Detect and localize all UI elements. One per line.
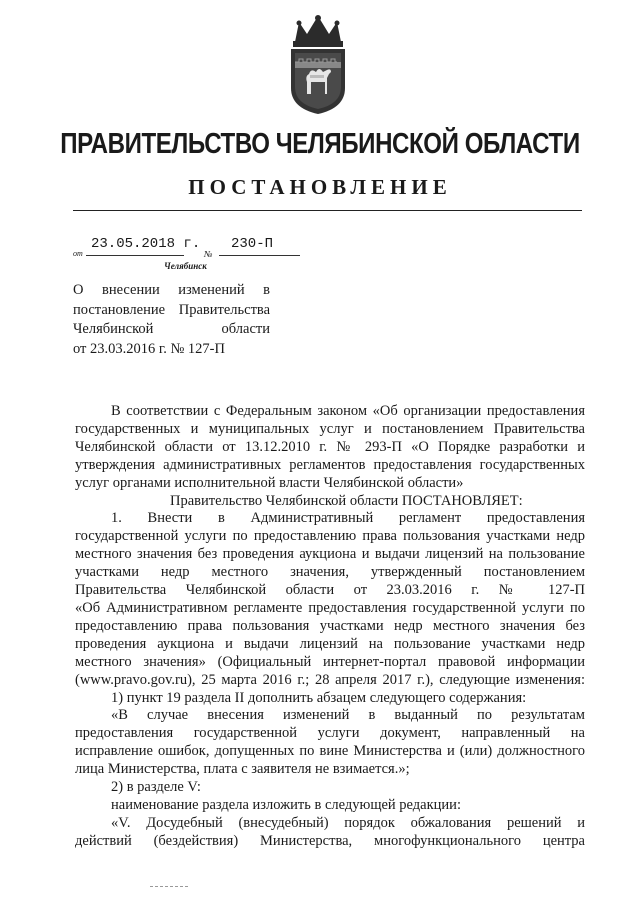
body-line: предоставления государственной услуги документ, направленный на bbox=[75, 725, 585, 742]
body-line: государственных и муниципальных услуг и постановлением Правительства bbox=[75, 420, 585, 437]
document-number: 230-П bbox=[231, 236, 274, 252]
body-line: действий (бездействия) Министерства, многофункционального центра bbox=[75, 832, 585, 849]
coat-of-arms-icon bbox=[285, 12, 351, 116]
body-line: «В случае внесения изменений в выданный по результатам bbox=[111, 707, 585, 724]
government-title: ПРАВИТЕЛЬСТВО ЧЕЛЯБИНСКОЙ ОБЛАСТИ bbox=[60, 128, 580, 160]
body-line: исправление ошибок, допущенных по вине Министерства и (или) должностного bbox=[75, 743, 585, 760]
city-label: Челябинск bbox=[164, 261, 207, 271]
document-subject bbox=[73, 281, 270, 359]
body-line: предоставлению права пользования участками недр местного значения без bbox=[75, 617, 585, 634]
body-line: местного значения без проведения аукциона и выдачи лицензий на пользование bbox=[75, 546, 585, 563]
scan-artifact-line bbox=[150, 886, 188, 887]
body-line: «Об Административном регламенте предоставления государственной услуги по bbox=[75, 599, 585, 616]
subject-line: от 23.03.2016 г. № 127-П bbox=[73, 340, 225, 357]
body-line: наименование раздела изложить в следующей редакции: bbox=[111, 796, 461, 813]
body-line: Правительство Челябинской области ПОСТАНОВЛЯЕТ: bbox=[170, 492, 523, 509]
body-line: участками недр местного значения, утвержденный постановлением bbox=[75, 564, 585, 581]
body-line: утверждения административных регламентов предоставления государственных bbox=[75, 456, 585, 473]
document-date: 23.05.2018 г. bbox=[91, 236, 201, 252]
body-line: проведения аукциона и выдачи лицензий на пользование участками недр bbox=[75, 635, 585, 652]
body-line: В соответствии с Федеральным законом «Об организации предоставления bbox=[111, 403, 585, 419]
date-prefix: от bbox=[73, 249, 83, 258]
body-line: местного значения» (Официальный интернет-портал правовой информации bbox=[75, 653, 585, 670]
body-line: (www.pravo.gov.ru), 25 марта 2016 г.; 28 апреля 2017 г.), следующие изменения: bbox=[75, 671, 585, 688]
body-line: услуг органами исполнительной власти Челябинской области» bbox=[75, 474, 464, 491]
subject-line: Челябинской области bbox=[73, 321, 270, 337]
document-type-heading: ПОСТАНОВЛЕНИЕ bbox=[188, 175, 452, 199]
body-line: Правительства Челябинской области от 23.03.2016 г. № 127-П bbox=[75, 582, 585, 599]
number-underline bbox=[219, 255, 300, 256]
body-line: лица Министерства, плата с заявителя не взимается.»; bbox=[75, 761, 410, 778]
body-line: 1) пункт 19 раздела II дополнить абзацем следующего содержания: bbox=[111, 689, 527, 706]
subject-line: О внесении изменений в bbox=[73, 282, 270, 298]
body-line: 1. Внести в Административный регламент предоставления bbox=[111, 510, 585, 527]
body-line: «V. Досудебный (внесудебный) порядок обжалования решений и bbox=[111, 814, 585, 831]
document-body bbox=[75, 403, 585, 851]
body-line: государственной услуги по предоставлению права пользования участками недр bbox=[75, 528, 585, 545]
body-line: 2) в разделе V: bbox=[111, 779, 201, 796]
date-underline bbox=[86, 255, 184, 256]
header-divider bbox=[73, 210, 582, 211]
number-prefix: № bbox=[204, 249, 213, 259]
subject-line: постановление Правительства bbox=[73, 301, 270, 318]
body-line: Челябинской области от 13.12.2010 г. № 293-П «О Порядке разработки и bbox=[75, 438, 585, 455]
